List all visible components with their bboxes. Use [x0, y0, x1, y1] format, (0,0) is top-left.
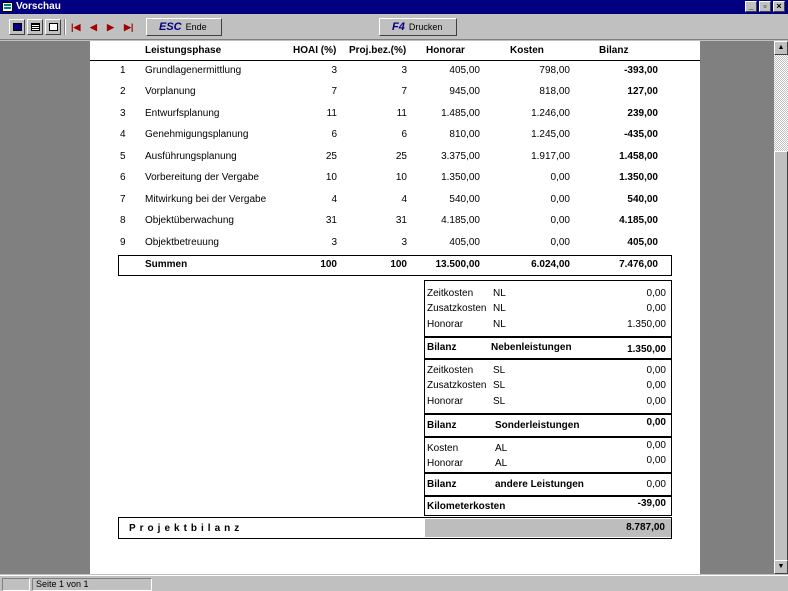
cell-honorar: 1.350,00: [441, 172, 480, 183]
side-summary: [424, 280, 672, 516]
preview-area: [0, 41, 774, 574]
cell-honorar: 1.485,00: [441, 108, 480, 119]
scroll-up-button[interactable]: ▲: [774, 41, 788, 55]
next-page-button[interactable]: ▶: [107, 22, 114, 32]
table-header: [90, 41, 700, 61]
cell-proj: 10: [395, 172, 407, 183]
al-total: 0,00: [646, 479, 666, 490]
cell-hoai: 6: [331, 129, 337, 140]
table-row: [90, 82, 700, 102]
sum-kosten: 6.024,00: [531, 259, 570, 270]
table-row: [90, 233, 700, 253]
nl-line-value: 1.350,00: [627, 319, 666, 330]
cell-nr: 3: [120, 108, 126, 119]
header-proj: Proj.bez.(%): [349, 45, 407, 56]
nl-line: [425, 286, 671, 301]
f4-key-label: F4: [392, 21, 405, 33]
cell-proj: 11: [396, 108, 407, 119]
cell-hoai: 11: [326, 108, 337, 119]
cell-bilanz: 127,00: [627, 86, 658, 97]
nl-line-label: Honorar: [427, 319, 464, 330]
status-panel-empty: [2, 578, 30, 591]
cell-honorar: 810,00: [449, 129, 480, 140]
cell-bilanz: 1.458,00: [619, 151, 658, 162]
restore-button[interactable]: ▫: [759, 1, 771, 12]
first-page-button[interactable]: |◀: [71, 22, 81, 32]
nl-line-code: NL: [493, 288, 506, 299]
status-bar: [0, 575, 788, 591]
cell-nr: 2: [120, 86, 126, 97]
sl-line-code: SL: [493, 365, 506, 376]
cell-phase: Ausführungsplanung: [145, 151, 237, 162]
cell-kosten: 0,00: [550, 194, 570, 205]
window-icon: [49, 23, 58, 31]
sl-line-label: Zusatzkosten: [427, 380, 487, 391]
cell-honorar: 540,00: [449, 194, 480, 205]
cell-kosten: 818,00: [539, 86, 570, 97]
cell-proj: 31: [395, 215, 407, 226]
sl-line-code: SL: [493, 380, 506, 391]
cell-bilanz: 4.185,00: [619, 215, 658, 226]
page-indicator: Seite 1 von 1: [32, 578, 152, 591]
table-row: [90, 190, 700, 210]
cell-nr: 6: [120, 172, 126, 183]
table-row: [90, 147, 700, 167]
cell-kosten: 0,00: [550, 237, 570, 248]
divider: [425, 336, 671, 338]
header-kosten: Kosten: [510, 45, 544, 56]
sl-line: [425, 363, 671, 378]
cell-kosten: 0,00: [550, 215, 570, 226]
sum-bilanz: 7.476,00: [619, 259, 658, 270]
sl-line: [425, 394, 671, 409]
nl-line-value: 0,00: [646, 288, 666, 299]
nl-line: [425, 317, 671, 332]
header-bilanz: Bilanz: [599, 45, 629, 56]
cell-hoai: 3: [331, 237, 337, 248]
cell-nr: 1: [120, 65, 126, 76]
cell-phase: Genehmigungsplanung: [145, 129, 249, 140]
cell-nr: 9: [120, 237, 126, 248]
sl-line-value: 0,00: [646, 365, 666, 376]
cell-bilanz: 405,00: [627, 237, 658, 248]
table-row: [90, 211, 700, 231]
al-bilanz: [425, 477, 671, 492]
print-button[interactable]: [379, 18, 457, 36]
cell-bilanz: -435,00: [624, 129, 658, 140]
sl-line-code: SL: [493, 396, 506, 407]
cell-proj: 4: [401, 194, 407, 205]
lines-icon: [31, 23, 40, 31]
sl-line: [425, 378, 671, 393]
project-balance-box: [118, 517, 672, 539]
sl-total: 0,00: [646, 417, 666, 428]
nl-total: 1.350,00: [627, 344, 666, 355]
cell-bilanz: -393,00: [624, 65, 658, 76]
page-width-view-button[interactable]: [27, 19, 43, 35]
sum-honorar: 13.500,00: [435, 259, 480, 270]
window-title: Vorschau: [16, 1, 61, 12]
table-row: [90, 104, 700, 124]
nl-line-code: NL: [493, 303, 506, 314]
page-icon: [13, 23, 22, 31]
cell-bilanz: 540,00: [627, 194, 658, 205]
cell-kosten: 798,00: [539, 65, 570, 76]
cell-nr: 4: [120, 129, 126, 140]
nl-line-code: NL: [493, 319, 506, 330]
sum-hoai: 100: [320, 259, 337, 270]
sl-line-value: 0,00: [646, 396, 666, 407]
cell-hoai: 10: [325, 172, 337, 183]
project-balance-label: Projektbilanz: [129, 523, 244, 534]
km-label: Kilometerkosten: [427, 501, 506, 512]
cell-kosten: 1.245,00: [531, 129, 570, 140]
cell-honorar: 405,00: [449, 237, 480, 248]
cell-nr: 8: [120, 215, 126, 226]
scroll-down-button[interactable]: ▼: [774, 560, 788, 574]
esc-key-label: ESC: [159, 21, 182, 33]
al-line-code: AL: [495, 458, 508, 469]
cell-honorar: 945,00: [449, 86, 480, 97]
title-bar: [0, 0, 788, 14]
single-page-view-button[interactable]: [9, 19, 25, 35]
divider: [425, 472, 671, 474]
header-phase: Leistungsphase: [145, 45, 222, 56]
project-balance-value: 8.787,00: [425, 519, 671, 537]
cell-phase: Vorplanung: [145, 86, 196, 97]
sl-line-label: Zeitkosten: [427, 365, 474, 376]
sl-bilanz-label: Bilanz: [427, 420, 457, 431]
cell-phase: Grundlagenermittlung: [145, 65, 242, 76]
last-page-button[interactable]: ▶|: [124, 22, 134, 32]
cell-kosten: 1.246,00: [531, 108, 570, 119]
nl-title: Nebenleistungen: [491, 342, 572, 353]
nl-line-label: Zusatzkosten: [427, 303, 487, 314]
cell-phase: Vorbereitung der Vergabe: [145, 172, 259, 183]
al-line-code: AL: [495, 443, 508, 454]
nl-line-value: 0,00: [646, 303, 666, 314]
km-row: [425, 499, 671, 514]
cell-proj: 6: [401, 129, 407, 140]
cell-proj: 3: [401, 65, 407, 76]
scroll-thumb[interactable]: [774, 151, 788, 561]
sl-line-label: Honorar: [427, 396, 464, 407]
al-line-label: Honorar: [427, 458, 464, 469]
cell-hoai: 3: [331, 65, 337, 76]
print-button-label: Drucken: [408, 22, 443, 32]
header-honorar: Honorar: [426, 45, 465, 56]
cell-bilanz: 1.350,00: [619, 172, 658, 183]
zoom-view-button[interactable]: [45, 19, 61, 35]
al-line-label: Kosten: [427, 443, 459, 454]
cell-hoai: 7: [331, 86, 337, 97]
cell-honorar: 405,00: [449, 65, 480, 76]
esc-button-label: Ende: [185, 22, 207, 32]
cell-kosten: 1.917,00: [531, 151, 570, 162]
sum-row: [90, 255, 700, 275]
close-button[interactable]: ×: [773, 1, 785, 12]
sl-line-value: 0,00: [646, 380, 666, 391]
app-icon: [2, 2, 13, 12]
cell-nr: 5: [120, 151, 126, 162]
al-line-value: 0,00: [646, 455, 666, 466]
cell-kosten: 0,00: [550, 172, 570, 183]
sum-label: Summen: [145, 259, 188, 270]
minimize-button[interactable]: _: [745, 1, 757, 12]
header-hoai: HOAI (%): [293, 45, 337, 56]
toolbar: [0, 14, 788, 40]
sl-bilanz: [425, 418, 671, 433]
nl-bilanz-label: Bilanz: [427, 342, 457, 353]
cell-phase: Mitwirkung bei der Vergabe: [145, 194, 267, 205]
al-title: andere Leistungen: [495, 479, 584, 490]
al-line: [425, 456, 671, 471]
cell-nr: 7: [120, 194, 126, 205]
al-line-value: 0,00: [646, 440, 666, 451]
cell-honorar: 4.185,00: [441, 215, 480, 226]
nl-line-label: Zeitkosten: [427, 288, 474, 299]
divider: [425, 358, 671, 360]
toolbar-separator: [64, 19, 66, 35]
al-bilanz-label: Bilanz: [427, 479, 457, 490]
close-preview-button[interactable]: [146, 18, 222, 36]
table-row: [90, 125, 700, 145]
report-page: [90, 41, 700, 574]
nl-line: [425, 301, 671, 316]
cell-proj: 25: [395, 151, 407, 162]
cell-proj: 3: [401, 237, 407, 248]
sum-proj: 100: [390, 259, 407, 270]
cell-hoai: 4: [331, 194, 337, 205]
km-value: -39,00: [637, 498, 666, 509]
cell-proj: 7: [401, 86, 407, 97]
cell-phase: Entwurfsplanung: [145, 108, 220, 119]
previous-page-button[interactable]: ◀: [90, 22, 97, 32]
cell-phase: Objektbetreuung: [145, 237, 219, 248]
cell-hoai: 25: [325, 151, 337, 162]
vertical-scrollbar[interactable]: [774, 41, 788, 574]
cell-bilanz: 239,00: [627, 108, 658, 119]
cell-hoai: 31: [325, 215, 337, 226]
table-row: [90, 168, 700, 188]
cell-honorar: 3.375,00: [441, 151, 480, 162]
sl-title: Sonderleistungen: [495, 420, 580, 431]
nl-bilanz: [425, 340, 671, 355]
table-row: [90, 61, 700, 81]
cell-phase: Objektüberwachung: [145, 215, 234, 226]
